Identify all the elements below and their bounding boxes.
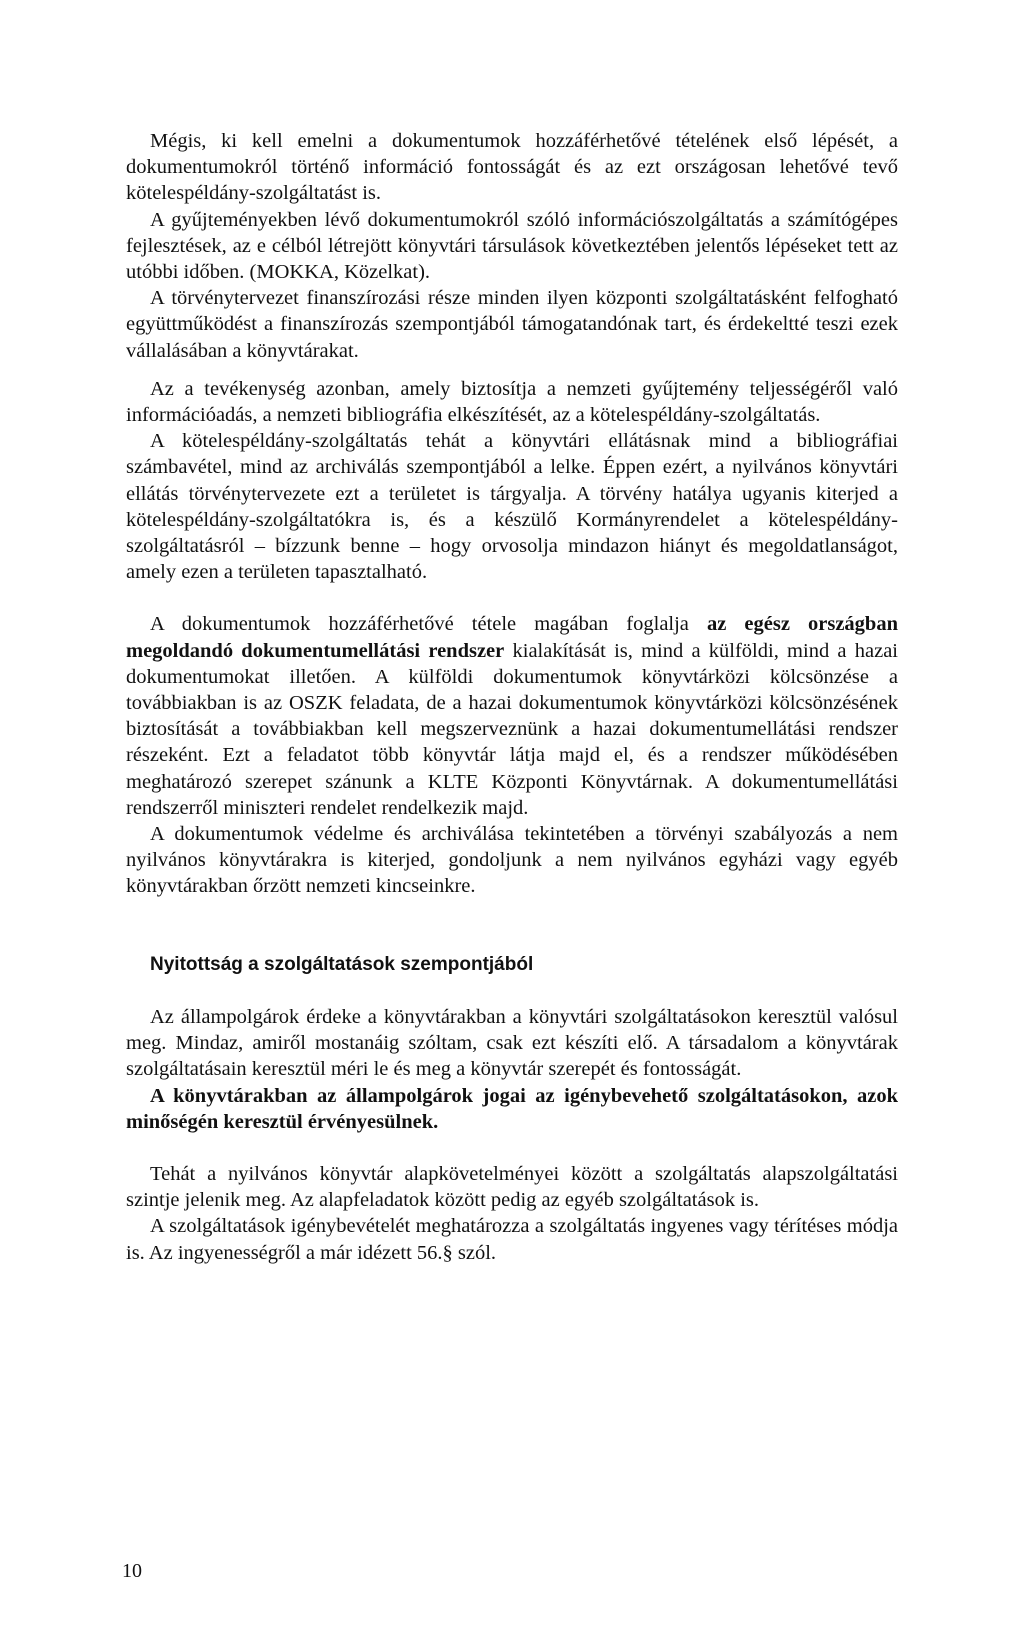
- section-heading: Nyitottság a szolgáltatások szempontjából: [150, 953, 534, 975]
- page-number: 10: [122, 1560, 142, 1582]
- paragraph-1: Mégis, ki kell emelni a dokumentumok hozzáférhetővé tételének első lépését, a dokumentumokról történő információ fontosságát és az ezt országosan lehetővé tevő kötelespéldány-szolgáltatást is.: [126, 130, 898, 205]
- paragraph-5: A kötelespéldány-szolgáltatás tehát a könyvtári ellátásnak mind a bibliográfiai számbavétel, mind az archiválás szempontjából a lelke. Éppen ezért, a nyilvános könyvtári ellátás törvénytervezete ezt a területet is tárgyalja. A törvény hatálya ugyanis kiterjed a kötelespéldány-szolgáltatókra is, és a készülő Kormányrendelet a kötelespéldány-szolgáltatásról – bízzunk benne – hogy orvosolja mindazon hiányt és megoldatlanságot, amely ezen a területen tapasztalható.: [126, 430, 898, 584]
- paragraph-9: [126, 1083, 898, 1135]
- paragraph-7: A dokumentumok védelme és archiválása tekintetében a törvényi szabályozás a nem nyilvános könyvtárakra is kiterjed, gondoljunk a nem nyilvános egyházi vagy egyéb könyvtárakban őrzött nemzeti kincseinkre.: [126, 823, 898, 898]
- paragraph-9-emphasis: A könyvtárakban az állampolgárok jogai az igénybevehető szolgáltatásokon, azok minőségén keresztül érvényesülnek.: [126, 1084, 898, 1133]
- paragraph-6-emphasis: az egész országban megoldandó dokumentumellátási rendszer: [126, 613, 898, 662]
- paragraph-4: Az a tevékenység azonban, amely biztosítja a nemzeti gyűjtemény teljességéről való információadás, a nemzeti bibliográfia elkészítését, az a kötelespéldány-szolgáltatás.: [126, 377, 898, 427]
- paragraph-8: Az állampolgárok érdeke a könyvtárakban a könyvtári szolgáltatásokon keresztül valósul meg. Mindaz, amiről mostanáig szóltam, csak ezt készíti elő. A társadalom a könyvtárak szolgáltatásain keresztül méri le és meg a könyvtár szerepét és fontosságát.: [126, 1005, 898, 1081]
- paragraph-6-text-b: kialakítását is, mind a külföldi, mind a hazai dokumentumokat illetően. A külföldi dokumentumok könyvtárközi kölcsönzése a továbbiakban is az OSZK feladata, de a hazai dokumentumok könyvtárközi kölcsönzésének biztosítását a továbbiakban kell megszerveznünk a hazai dokumentumellátási rendszer részeként. Ezt a feladatot több könyvtár látja majd el, és a rendszer működésében meghatározó szerepet szánunk a KLTE Központi Könyvtárnak. A dokumentumellátási rendszerről miniszteri rendelet rendelkezik majd.: [126, 639, 898, 819]
- paragraph-3: A törvénytervezet finanszírozási része minden ilyen központi szolgáltatásként felfogható együttműködést a finanszírozás szempontjából támogatandónak tart, és érdekeltté teszi ezek vállalásában a könyvtárakat.: [126, 287, 898, 362]
- text-column: [126, 128, 898, 1266]
- paragraph-10: Tehát a nyilvános könyvtár alapkövetelményei között a szolgáltatás alapszolgáltatási szintje jelenik meg. Az alapfeladatok között pedig az egyéb szolgáltatások is.: [126, 1162, 898, 1212]
- paragraph-6-text-a: A dokumentumok hozzáférhetővé tétele magában foglalja: [150, 613, 707, 636]
- paragraph-11: A szolgáltatások igénybevételét meghatározza a szolgáltatás ingyenes vagy térítéses módja is. Az ingyenességről a már idézett 56.§ szól.: [126, 1215, 898, 1264]
- paragraph-2: A gyűjteményekben lévő dokumentumokról szóló információszolgáltatás a számítógépes fejlesztések, az e célból létrejött könyvtári társulások következtében jelentős lépéseket tett az utóbbi időben. (MOKKA, Közelkat).: [126, 208, 898, 284]
- paragraph-6: [126, 611, 898, 821]
